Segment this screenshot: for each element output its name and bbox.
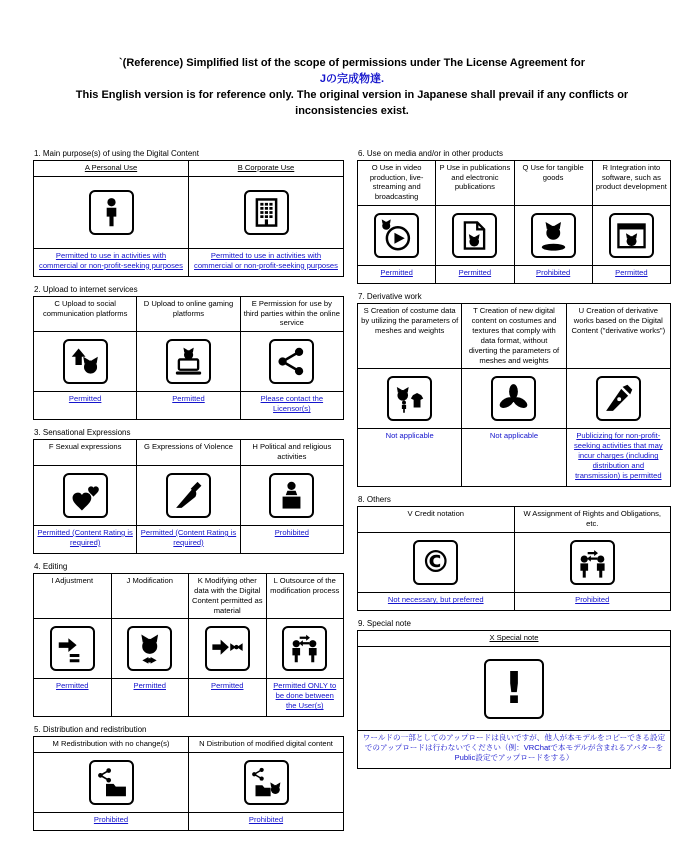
- cell-header: T Creation of new digital content on costumes and textures that comply with data format, without diverting the parameters of meshes and weights: [462, 304, 566, 369]
- status-text: Permitted: [358, 266, 436, 284]
- permission-table: [33, 573, 344, 717]
- cell-header: D Upload to online gaming platforms: [137, 297, 240, 333]
- status-text: Permitted ONLY to be done between the User(s): [267, 679, 345, 717]
- cell-header: L Outsource of the modification process: [267, 574, 345, 619]
- pen-icon: [596, 376, 641, 421]
- cell-header: I Adjustment: [34, 574, 112, 619]
- section-special-note: [357, 619, 671, 769]
- knife-icon: [166, 473, 211, 518]
- section-derivative-work: [357, 292, 671, 487]
- status-text: Permitted to use in activities with commercial or non-profit-seeking purposes: [189, 249, 344, 277]
- share-folder-cat-icon: [244, 760, 289, 805]
- section-label: 7. Derivative work: [358, 292, 422, 302]
- hearts-icon: [63, 473, 108, 518]
- icon-cell: [34, 332, 137, 392]
- status-text: Publicizing for non-profit-seeking activities that may incur charges (including distribution and transmission) is permitted: [567, 429, 671, 487]
- cat-upload-icon: [63, 339, 108, 384]
- section-label: 1. Main purpose(s) of using the Digital Content: [34, 148, 199, 158]
- status-text: Permitted: [34, 392, 137, 420]
- permission-table: [33, 439, 344, 554]
- permission-table: [357, 303, 671, 487]
- permission-table: [357, 630, 671, 769]
- cell-header: R Integration into software, such as product development: [593, 161, 671, 206]
- icon-cell: [436, 206, 514, 266]
- icon-cell: [462, 369, 566, 429]
- cell-header: G Expressions of Violence: [137, 440, 240, 466]
- status-text: Prohibited: [515, 593, 672, 611]
- icon-cell: [189, 753, 344, 813]
- status-text: Permitted: [112, 679, 190, 717]
- icon-cell: [137, 466, 240, 526]
- cell-header: F Sexual expressions: [34, 440, 137, 466]
- icon-cell: [515, 533, 672, 593]
- exclamation-glyph: !: [503, 662, 525, 714]
- permission-table: [357, 506, 671, 611]
- cell-header: S Creation of costume data by utilizing the parameters of meshes and weights: [358, 304, 462, 369]
- user-exchange-icon: [282, 626, 327, 671]
- podium-speaker-icon: [269, 473, 314, 518]
- exclamation-icon: [484, 659, 544, 719]
- cell-header: E Permission for use by third parties within the online service: [241, 297, 344, 333]
- icon-cell: [241, 466, 344, 526]
- permission-table: [357, 160, 671, 284]
- icon-cell: [515, 206, 593, 266]
- cell-header: V Credit notation: [358, 507, 515, 533]
- status-text: Permitted (Content Rating is required): [34, 526, 137, 554]
- icon-cell: [34, 466, 137, 526]
- cell-header: K Modifying other data with the Digital Content permitted as material: [189, 574, 267, 619]
- title-prefix: `(Reference) Simplified list of the scope of permissions under The License Agreement for: [119, 57, 585, 69]
- cell-header: C Upload to social communication platforms: [34, 297, 137, 333]
- section-main-purpose: [33, 149, 344, 277]
- arrow-equals-icon: [50, 626, 95, 671]
- icon-cell: [593, 206, 671, 266]
- cat-document-icon: [452, 213, 497, 258]
- arrow-bow-icon: [205, 626, 250, 671]
- right-column: [357, 144, 671, 777]
- icon-cell: [241, 332, 344, 392]
- section-label: 5. Distribution and redistribution: [34, 725, 147, 735]
- two-column-layout: [33, 144, 671, 840]
- cell-header: H Political and religious activities: [241, 440, 344, 466]
- cell-header: N Distribution of modified digital content: [189, 737, 344, 753]
- document-title: [46, 56, 658, 120]
- status-text: Prohibited: [34, 813, 189, 831]
- cell-header: X Special note: [358, 631, 671, 647]
- status-text: Not applicable: [358, 429, 462, 487]
- section-label: 6. Use on media and/or in other products: [358, 148, 503, 158]
- cell-header: A Personal Use: [34, 161, 189, 177]
- cell-header: W Assignment of Rights and Obligations, etc.: [515, 507, 672, 533]
- cell-header: M Redistribution with no change(s): [34, 737, 189, 753]
- share-folder-icon: [89, 760, 134, 805]
- cell-header: B Corporate Use: [189, 161, 344, 177]
- permission-table: [33, 296, 344, 421]
- cloth-icon: [491, 376, 536, 421]
- status-text: Permitted: [189, 679, 267, 717]
- cat-laptop-icon: [166, 339, 211, 384]
- cat-window-icon: [609, 213, 654, 258]
- status-text: Permitted: [34, 679, 112, 717]
- title-disclaimer: This English version is for reference only. The original version in Japanese shall prevail if any conflicts or inconsistencies exist.: [75, 88, 629, 117]
- cat-play-icon: [374, 213, 419, 258]
- icon-cell: [358, 533, 515, 593]
- section-others: [357, 495, 671, 611]
- status-text: Permitted: [593, 266, 671, 284]
- permission-table: [33, 736, 344, 831]
- office-building-icon: [244, 190, 289, 235]
- status-text: Not necessary, but preferred: [358, 593, 515, 611]
- cell-header: J Modification: [112, 574, 190, 619]
- person-icon: [89, 190, 134, 235]
- status-text: Please contact the Licensor(s): [241, 392, 344, 420]
- icon-cell: [137, 332, 240, 392]
- special-note-text: ワールドの一部としてのアップロードは良いですが、他人が本モデルをコピーできる設定でのアップロードは行わないでください（例：VRChatで本モデルが含まれるアバターをPublic設定でアップロードをする）: [358, 731, 671, 769]
- icon-cell: [189, 619, 267, 679]
- copyright-icon: [413, 540, 458, 585]
- section-label: 4. Editing: [34, 562, 68, 571]
- section-label: 3. Sensational Expressions: [34, 428, 131, 438]
- section-distribution: [33, 725, 344, 831]
- status-text: Not applicable: [462, 429, 566, 487]
- icon-cell: [267, 619, 345, 679]
- left-column: [33, 144, 344, 840]
- cell-header: Q Use for tangible goods: [515, 161, 593, 206]
- cell-header: P Use in publications and electronic publications: [436, 161, 514, 206]
- permission-table: [33, 160, 344, 277]
- status-text: Permitted to use in activities with commercial or non-profit-seeking purposes: [34, 249, 189, 277]
- share-network-icon: [269, 339, 314, 384]
- status-text: Prohibited: [241, 526, 344, 554]
- status-text: Prohibited: [515, 266, 593, 284]
- icon-cell: [358, 206, 436, 266]
- cell-header: O Use in video production, live-streaming and broadcasting: [358, 161, 436, 206]
- icon-cell: [358, 369, 462, 429]
- status-text: Prohibited: [189, 813, 344, 831]
- cat-figurine-icon: [531, 213, 576, 258]
- section-editing: [33, 562, 344, 717]
- status-text: Permitted (Content Rating is required): [137, 526, 240, 554]
- section-sensational-expressions: [33, 428, 344, 554]
- work-name: Jの完成物達.: [319, 72, 385, 85]
- section-upload-internet: [33, 285, 344, 421]
- cat-bow-icon: [127, 626, 172, 671]
- rights-transfer-icon: [570, 540, 615, 585]
- icon-cell: [112, 619, 190, 679]
- icon-cell: [34, 177, 189, 249]
- icon-cell: [189, 177, 344, 249]
- status-text: Permitted: [436, 266, 514, 284]
- icon-cell: [34, 619, 112, 679]
- section-label: 9. Special note: [358, 619, 411, 629]
- copyright-glyph: ©: [420, 544, 451, 580]
- section-label: 8. Others: [358, 495, 391, 505]
- icon-cell: [567, 369, 671, 429]
- icon-cell: [358, 647, 671, 731]
- cat-costume-icon: [387, 376, 432, 421]
- status-text: Permitted: [137, 392, 240, 420]
- section-label: 2. Upload to internet services: [34, 284, 138, 294]
- icon-cell: [34, 753, 189, 813]
- cell-header: U Creation of derivative works based on the Digital Content ("derivative works"): [567, 304, 671, 369]
- section-media-products: [357, 149, 671, 284]
